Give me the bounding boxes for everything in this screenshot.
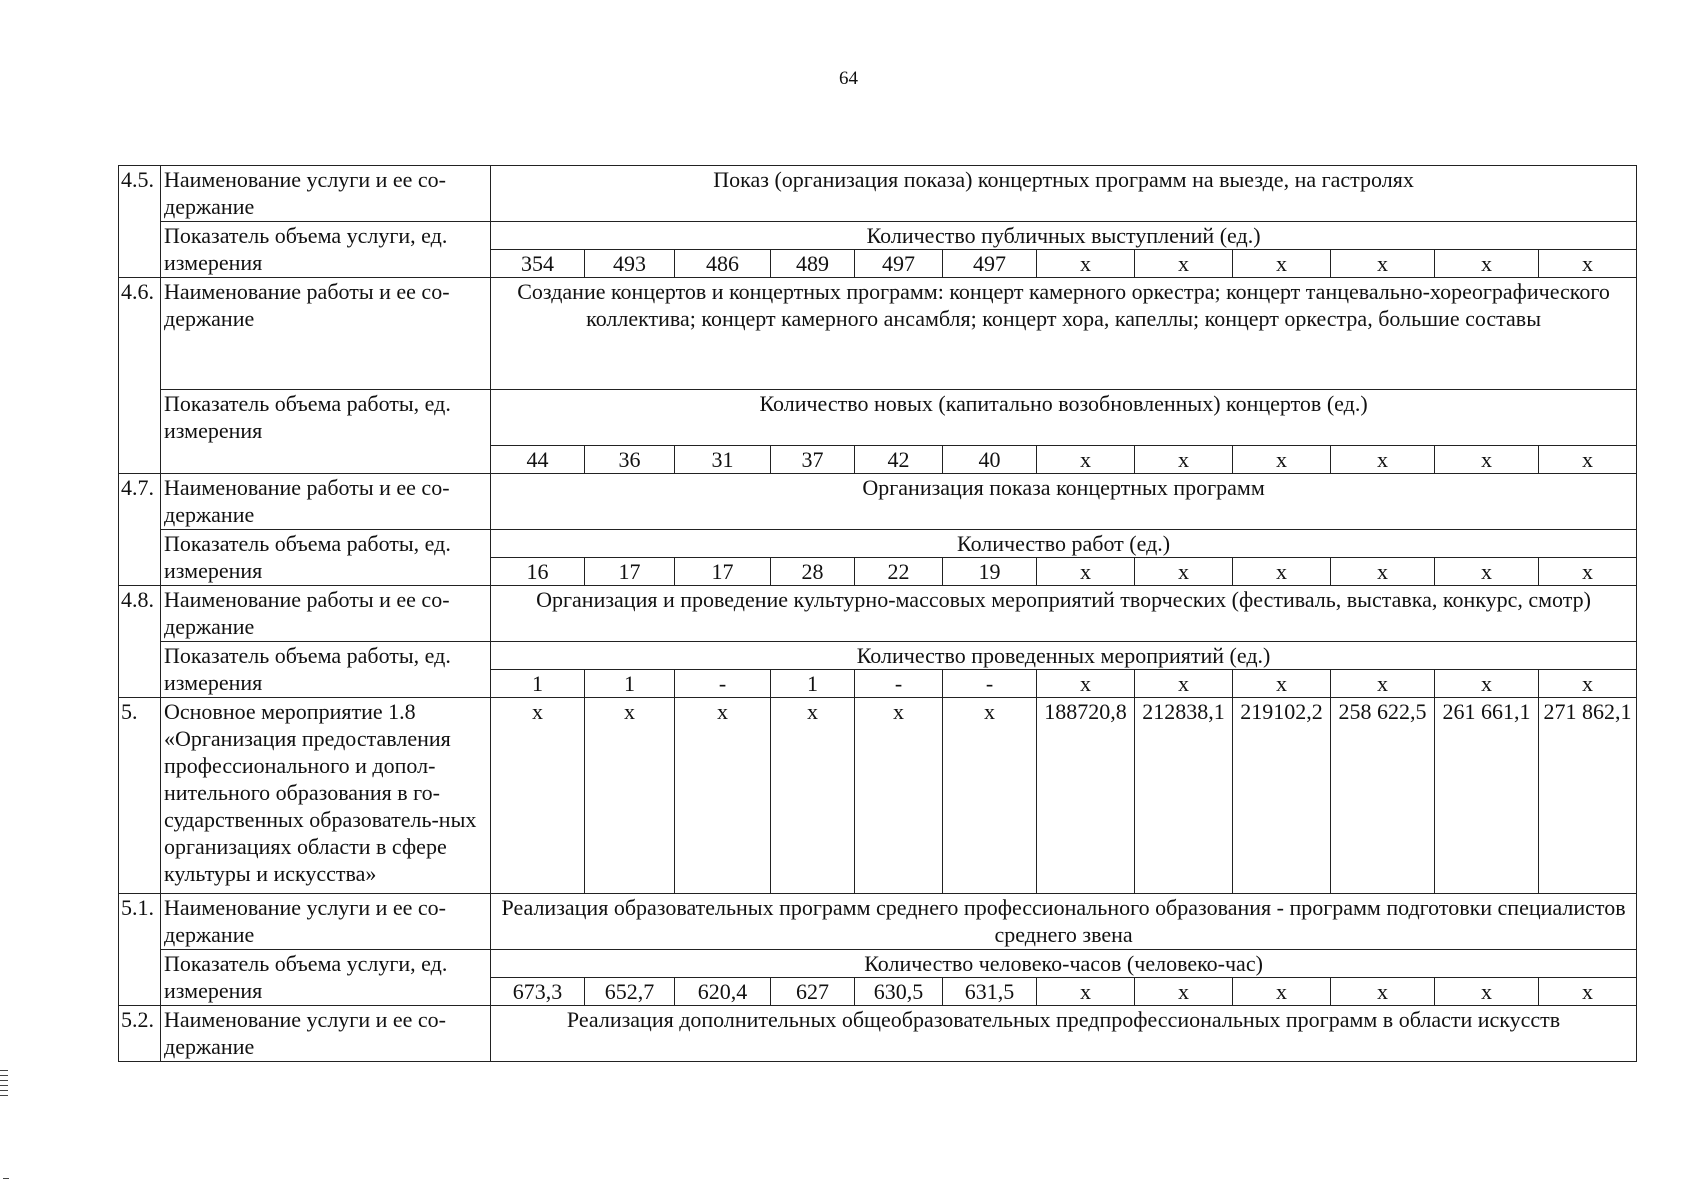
value-cell: - xyxy=(675,670,771,698)
value-cell: 19 xyxy=(943,558,1037,586)
value-cell: 28 xyxy=(771,558,855,586)
value-cell: 673,3 xyxy=(491,978,585,1006)
value-cell: 486 xyxy=(675,250,771,278)
row-label: Показатель объема услуги, ед. измерения xyxy=(161,950,491,1006)
value-cell: x xyxy=(855,698,943,894)
value-cell: x xyxy=(771,698,855,894)
value-cell: x xyxy=(1539,670,1637,698)
row-4-6-indicator xyxy=(119,390,1637,446)
value-cell: 1 xyxy=(771,670,855,698)
value-cell: x xyxy=(1435,250,1539,278)
row-label: Наименование услуги и ее со-держание xyxy=(161,894,491,950)
value-cell: x xyxy=(1539,978,1637,1006)
value-cell: 1 xyxy=(585,670,675,698)
program-table xyxy=(118,165,1637,1062)
row-4-6-name xyxy=(119,278,1637,390)
value-cell: x xyxy=(1435,670,1539,698)
value-cell: 16 xyxy=(491,558,585,586)
row-label: Наименование услуги и ее со-держание xyxy=(161,166,491,222)
indicator-name: Количество публичных выступлений (ед.) xyxy=(491,222,1637,250)
row-number: 5.1. xyxy=(119,894,161,1006)
row-4-7-indicator xyxy=(119,530,1637,558)
value-cell: - xyxy=(855,670,943,698)
indicator-name: Количество проведенных мероприятий (ед.) xyxy=(491,642,1637,670)
row-4-5-name xyxy=(119,166,1637,222)
value-cell: 497 xyxy=(943,250,1037,278)
value-cell: - xyxy=(943,670,1037,698)
value-cell: x xyxy=(1135,978,1233,1006)
value-cell: 37 xyxy=(771,446,855,474)
row-4-8-indicator xyxy=(119,642,1637,670)
row-5-1-indicator xyxy=(119,950,1637,978)
value-cell: 212838,1 xyxy=(1135,698,1233,894)
value-cell: x xyxy=(1435,558,1539,586)
row-number: 4.8. xyxy=(119,586,161,698)
value-cell: 40 xyxy=(943,446,1037,474)
value-cell: x xyxy=(1233,558,1331,586)
value-cell: x xyxy=(1233,250,1331,278)
value-cell: x xyxy=(1331,558,1435,586)
row-label: Основное мероприятие 1.8 «Организация предоставления профессионального и допол-нительного образования в го-сударственных образователь-ных организациях области в сфере культуры и искусства» xyxy=(161,698,491,894)
row-label: Наименование работы и ее со-держание xyxy=(161,278,491,390)
value-cell: x xyxy=(1135,670,1233,698)
row-5-1-name xyxy=(119,894,1637,950)
row-4-5-indicator xyxy=(119,222,1637,250)
service-name: Реализация дополнительных общеобразовательных предпрофессиональных программ в области искусств xyxy=(491,1006,1637,1062)
value-cell: x xyxy=(1435,978,1539,1006)
value-cell: 1 xyxy=(491,670,585,698)
row-number: 4.7. xyxy=(119,474,161,586)
value-cell: x xyxy=(1435,446,1539,474)
value-cell: 652,7 xyxy=(585,978,675,1006)
row-number: 4.6. xyxy=(119,278,161,474)
row-5-main-activity xyxy=(119,698,1637,894)
row-4-8-name xyxy=(119,586,1637,642)
value-cell: 258 622,5 xyxy=(1331,698,1435,894)
row-number: 4.5. xyxy=(119,166,161,278)
row-number: 5. xyxy=(119,698,161,894)
page-number: 64 xyxy=(839,68,858,89)
work-name: Организация и проведение культурно-массовых мероприятий творческих (фестиваль, выставка, конкурс, смотр) xyxy=(491,586,1637,642)
value-cell: 42 xyxy=(855,446,943,474)
row-label: Наименование услуги и ее со-держание xyxy=(161,1006,491,1062)
value-cell: x xyxy=(1331,978,1435,1006)
value-cell: 630,5 xyxy=(855,978,943,1006)
row-label: Наименование работы и ее со-держание xyxy=(161,474,491,530)
value-cell: 497 xyxy=(855,250,943,278)
value-cell: 271 862,1 xyxy=(1539,698,1637,894)
value-cell: x xyxy=(1331,446,1435,474)
value-cell: 44 xyxy=(491,446,585,474)
indicator-name: Количество человеко-часов (человеко-час) xyxy=(491,950,1637,978)
row-label: Наименование работы и ее со-держание xyxy=(161,586,491,642)
value-cell: 627 xyxy=(771,978,855,1006)
value-cell: x xyxy=(585,698,675,894)
value-cell: 493 xyxy=(585,250,675,278)
margin-mark xyxy=(3,1178,9,1179)
value-cell: x xyxy=(1037,250,1135,278)
value-cell: x xyxy=(1037,978,1135,1006)
value-cell: 22 xyxy=(855,558,943,586)
indicator-name: Количество новых (капитально возобновленных) концертов (ед.) xyxy=(491,390,1637,446)
value-cell: x xyxy=(1233,446,1331,474)
value-cell: x xyxy=(491,698,585,894)
value-cell: x xyxy=(1037,670,1135,698)
value-cell: 36 xyxy=(585,446,675,474)
value-cell: x xyxy=(1037,558,1135,586)
value-cell: x xyxy=(943,698,1037,894)
row-5-2-name xyxy=(119,1006,1637,1062)
row-4-7-name xyxy=(119,474,1637,530)
value-cell: 188720,8 xyxy=(1037,698,1135,894)
value-cell: 261 661,1 xyxy=(1435,698,1539,894)
value-cell: x xyxy=(1539,558,1637,586)
value-cell: 489 xyxy=(771,250,855,278)
value-cell: 31 xyxy=(675,446,771,474)
value-cell: 17 xyxy=(675,558,771,586)
margin-tick-marks xyxy=(0,1070,10,1100)
value-cell: x xyxy=(1331,670,1435,698)
value-cell: x xyxy=(1135,558,1233,586)
row-label: Показатель объема услуги, ед. измерения xyxy=(161,222,491,278)
value-cell: x xyxy=(1539,250,1637,278)
value-cell: 620,4 xyxy=(675,978,771,1006)
value-cell: 354 xyxy=(491,250,585,278)
value-cell: x xyxy=(1539,446,1637,474)
indicator-name: Количество работ (ед.) xyxy=(491,530,1637,558)
value-cell: x xyxy=(1037,446,1135,474)
value-cell: x xyxy=(1135,250,1233,278)
value-cell: x xyxy=(1233,978,1331,1006)
row-label: Показатель объема работы, ед. измерения xyxy=(161,390,491,474)
value-cell: x xyxy=(675,698,771,894)
row-label: Показатель объема работы, ед. измерения xyxy=(161,530,491,586)
value-cell: x xyxy=(1331,250,1435,278)
work-name: Организация показа концертных программ xyxy=(491,474,1637,530)
row-label: Показатель объема работы, ед. измерения xyxy=(161,642,491,698)
service-name: Реализация образовательных программ среднего профессионального образования - программ подготовки специалистов среднего звена xyxy=(491,894,1637,950)
value-cell: 219102,2 xyxy=(1233,698,1331,894)
value-cell: x xyxy=(1135,446,1233,474)
work-name: Создание концертов и концертных программ: концерт камерного оркестра; концерт танцевально-хореографического коллектива; концерт камерного ансамбля; концерт хора, капеллы; концерт оркестра, большие составы xyxy=(491,278,1637,390)
service-name: Показ (организация показа) концертных программ на выезде, на гастролях xyxy=(491,166,1637,222)
value-cell: 631,5 xyxy=(943,978,1037,1006)
value-cell: 17 xyxy=(585,558,675,586)
row-number: 5.2. xyxy=(119,1006,161,1062)
value-cell: x xyxy=(1233,670,1331,698)
